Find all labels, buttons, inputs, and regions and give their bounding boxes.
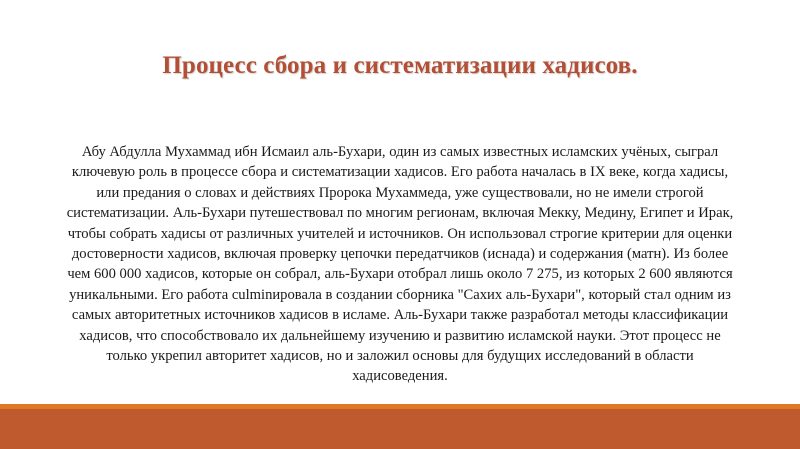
slide-title: Процесс сбора и систематизации хадисов. <box>162 52 638 79</box>
slide-body-text: Абу Абдулла Мухаммад ибн Исмаил аль-Бухари, один из самых известных исламских учёных, сыграл ключевую роль в процессе сбора и систематизации хадисов. Его работа началась в IX веке, когда хадисы, или предания о словах и действиях Пророка Мухаммеда, уже существовали, но не имели строгой систематизации. Аль-Бухари путешествовал по многим регионам, включая Мекку, Медину, Египет и Ирак, чтобы собрать хадисы от различных учителей и источников. Он использовал строгие критерии для оценки достоверности хадисов, включая проверку цепочки передатчиков (иснада) и содержания (матн). Из более чем 600 000 хадисов, которые он собрал, аль-Бухари отобрал лишь около 7 275, из которых 2 600 являются уникальными. Его работа culminировала в создании сборника "Сахих аль-Бухари", который стал одним из самых авторитетных источников хадисов в исламе. Аль-Бухари также разработал методы классификации хадисов, что способствовало их дальнейшему изучению и развитию исламской науки. Этот процесс не только укрепил авторитет хадисов, но и заложил основы для будущих исследований в области хадисоведения. <box>66 144 734 385</box>
footer-band <box>0 409 800 449</box>
